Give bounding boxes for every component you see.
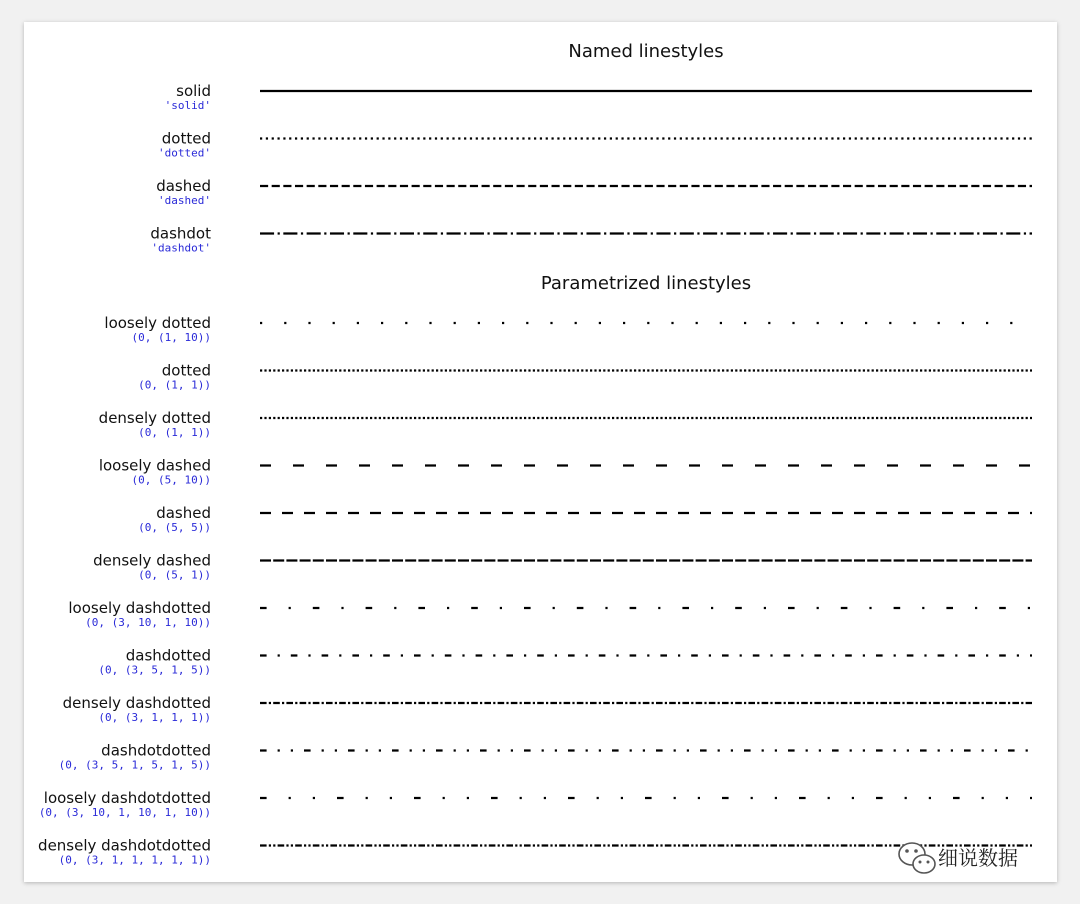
linestyle-name: dashed xyxy=(156,504,211,522)
linestyle-name: dashdotted xyxy=(125,646,211,665)
linestyle-name: dotted xyxy=(161,129,211,148)
linestyle-name: densely dashdotted xyxy=(62,694,211,712)
section-title: Parametrized linestyles xyxy=(540,273,752,294)
linestyle-name: loosely dashdotdotted xyxy=(43,789,211,807)
linestyle-name: densely dotted xyxy=(98,409,211,427)
linestyle-code: 'dashed' xyxy=(158,194,211,207)
linestyle-code: (0, (3, 10, 1, 10, 1, 10)) xyxy=(38,806,211,819)
chart-marks xyxy=(38,41,1032,867)
linestyle-name: solid xyxy=(176,82,211,100)
linestyle-name: dashed xyxy=(156,177,211,195)
linestyle-code: (0, (3, 1, 1, 1)) xyxy=(98,711,211,724)
linestyle-code: (0, (3, 1, 1, 1, 1, 1)) xyxy=(58,853,211,867)
linestyle-code: (0, (3, 10, 1, 10)) xyxy=(85,616,211,629)
linestyle-name: densely dashed xyxy=(93,551,211,570)
linestyle-code: (0, (1, 10)) xyxy=(131,331,211,344)
linestyle-code: 'dashdot' xyxy=(151,241,211,255)
section-title: Named linestyles xyxy=(568,41,724,62)
linestyle-code: (0, (3, 5, 1, 5)) xyxy=(98,663,211,677)
linestyle-name: dashdot xyxy=(150,224,211,243)
linestyle-name: densely dashdotdotted xyxy=(38,836,211,855)
linestyle-code: 'solid' xyxy=(164,99,211,112)
linestyle-name: loosely dashed xyxy=(98,456,211,475)
wechat-icon xyxy=(899,843,935,873)
linestyle-name: dashdotdotted xyxy=(101,741,211,760)
linestyle-code: (0, (3, 5, 1, 5, 1, 5)) xyxy=(58,758,211,772)
linestyles-chart xyxy=(24,22,1057,882)
linestyle-code: (0, (5, 5)) xyxy=(138,521,211,534)
linestyle-name: dotted xyxy=(161,361,211,380)
linestyle-code: (0, (1, 1)) xyxy=(138,378,211,392)
linestyle-code: (0, (5, 1)) xyxy=(138,568,211,582)
linestyle-name: loosely dotted xyxy=(104,314,211,332)
watermark-text: 细说数据 xyxy=(938,846,1018,870)
linestyle-code: 'dotted' xyxy=(158,146,211,160)
watermark xyxy=(899,843,1018,873)
linestyle-code: (0, (1, 1)) xyxy=(138,426,211,439)
figure-frame xyxy=(24,22,1057,882)
linestyle-code: (0, (5, 10)) xyxy=(131,473,211,487)
linestyle-name: loosely dashdotted xyxy=(68,599,211,617)
